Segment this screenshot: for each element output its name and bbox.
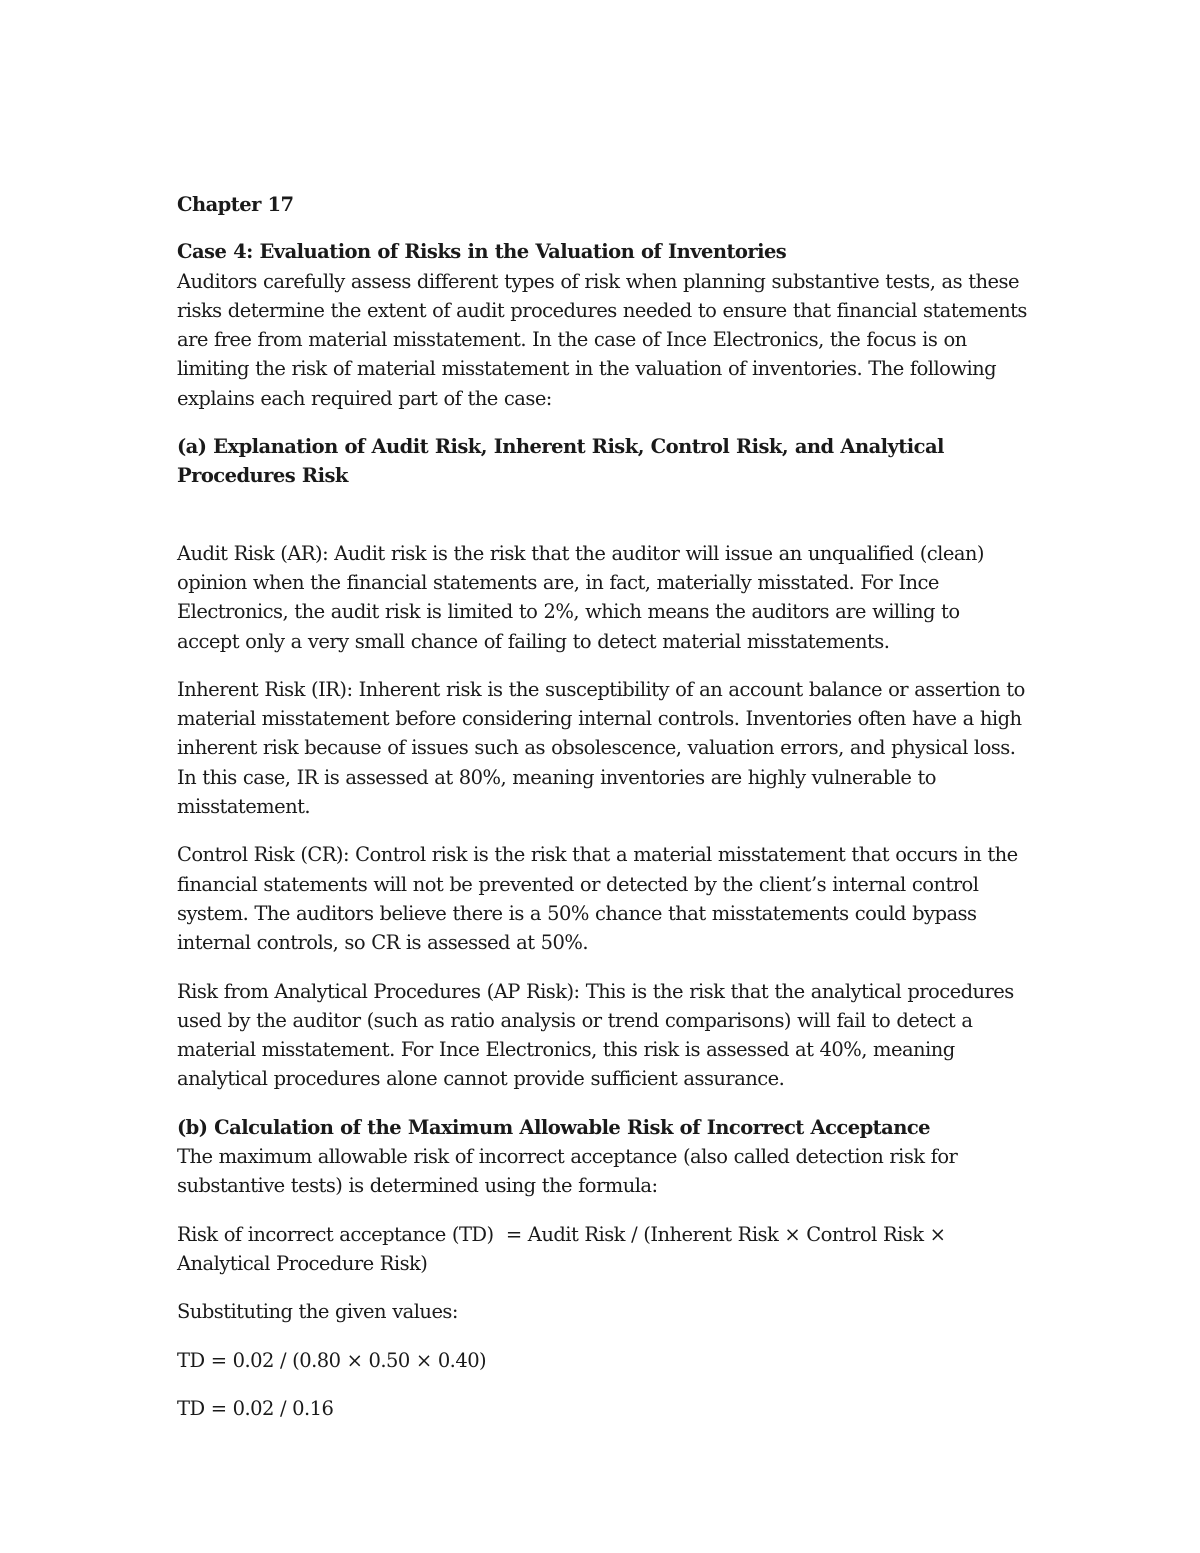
calculation-step-1: TD = 0.02 / (0.80 × 0.50 × 0.40) xyxy=(177,1348,487,1372)
inherent-risk-paragraph: Inherent Risk (IR): Inherent risk is the susceptibility of an account balance or assertion to material misstatement before considering internal controls. Inventories often have a high inherent risk because of issues such as obsolescence, valuation errors, and physical loss. In this case, IR is assessed at 80%, meaning inventories are highly vulnerable to misstatement. xyxy=(177,677,1025,819)
section-b-heading: (b) Calculation of the Maximum Allowable Risk of Incorrect Acceptance xyxy=(177,1115,931,1139)
section-b-intro: The maximum allowable risk of incorrect acceptance (also called detection risk for substantive tests) is determined using the formula: xyxy=(177,1145,958,1198)
control-risk-paragraph: Control Risk (CR): Control risk is the risk that a material misstatement that occurs in the financial statements will not be prevented or detected by the client’s internal control system. The auditors believe there is a 50% chance that misstatements could bypass internal controls, so CR is assessed at 50%. xyxy=(177,843,1018,955)
audit-risk-paragraph: Audit Risk (AR): Audit risk is the risk that the auditor will issue an unqualified (clean) opinion when the financial statements are, in fact, materially misstated. For Ince Electronics, the audit risk is limited to 2%, which means the auditors are willing to accept only a very small chance of failing to detect material misstatements. xyxy=(177,541,984,653)
calculation-step-2: TD = 0.02 / 0.16 xyxy=(177,1396,334,1420)
document-page xyxy=(177,190,1027,1423)
case-title: Case 4: Evaluation of Risks in the Valuation of Inventories xyxy=(177,240,787,264)
ap-risk-paragraph: Risk from Analytical Procedures (AP Risk): This is the risk that the analytical procedures used by the auditor (such as ratio analysis or trend comparisons) will fail to detect a material misstatement. For Ince Electronics, this risk is assessed at 40%, meaning analytical procedures alone cannot provide sufficient assurance. xyxy=(177,979,1014,1091)
section-a-heading: (a) Explanation of Audit Risk, Inherent Risk, Control Risk, and Analytical Procedures Risk xyxy=(177,435,944,488)
substituting-line: Substituting the given values: xyxy=(177,1300,458,1324)
intro-paragraph: Auditors carefully assess different types of risk when planning substantive tests, as these risks determine the extent of audit procedures needed to ensure that financial statements are free from material misstatement. In the case of Ince Electronics, the focus is on limiting the risk of material misstatement in the valuation of inventories. The following explains each required part of the case: xyxy=(177,269,1027,410)
formula-line: Risk of incorrect acceptance (TD) = Audit Risk / (Inherent Risk × Control Risk × Analytical Procedure Risk) xyxy=(177,1222,952,1275)
chapter-title: Chapter 17 xyxy=(177,193,294,216)
